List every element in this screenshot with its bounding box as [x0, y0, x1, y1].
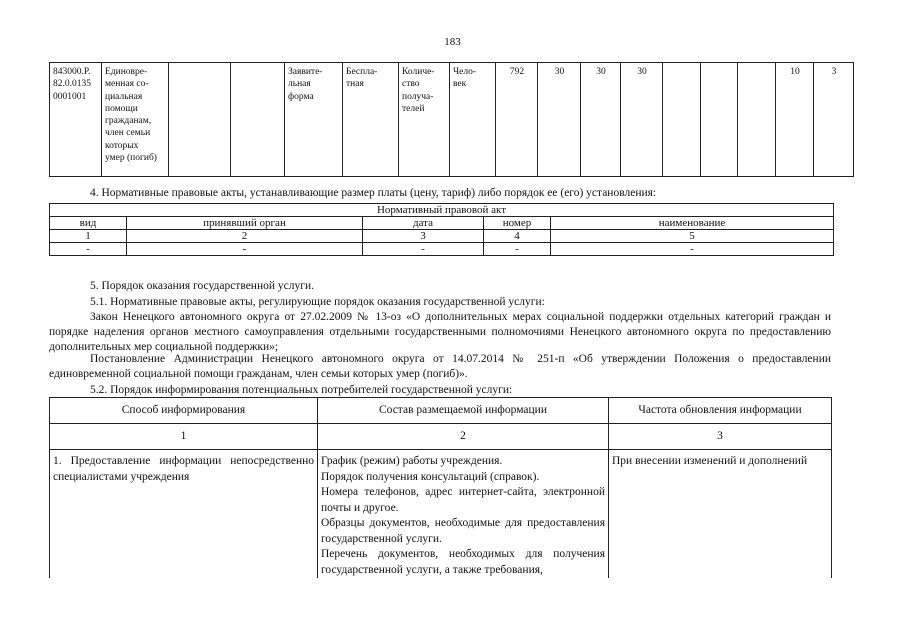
- deviation-percent: 10: [776, 63, 814, 177]
- column-number: 4: [484, 230, 551, 243]
- frequency-text: При внесении изменений и дополнений: [612, 455, 808, 467]
- section-5-heading: 5. Порядок оказания государственной услуги.: [90, 280, 314, 292]
- informing-method: [50, 450, 318, 579]
- column-header: номер: [484, 217, 551, 230]
- table-row: [50, 217, 834, 230]
- column-header: Способ информирования: [50, 398, 318, 424]
- cell-value: -: [484, 243, 551, 256]
- column-number: 1: [50, 424, 318, 450]
- payment-type: Беспла- тная: [343, 63, 399, 177]
- column-header: вид: [50, 217, 127, 230]
- law-text: Закон Ненецкого автономного округа от 27.02.2009 № 13-оз «О дополнительных мерах социальной поддержки отдельных категорий граждан и порядке наделения органов местного самоуправления отдельными государственными полномочиями Ненецкого автономного округа по предоставлению дополнительных мер социальной поддержки»;: [49, 311, 831, 353]
- informing-table: [49, 397, 832, 578]
- column-header: Частота обновления информации: [609, 398, 832, 424]
- law-text: Постановление Администрации Ненецкого автономного округа от 14.07.2014 № 251-п «Об утверждении Положения о предоставлении единовременной социальной помощи гражданам, член семьи которых умер (погиб)».: [49, 353, 831, 380]
- page-number: 183: [444, 36, 461, 48]
- table-row: [50, 63, 854, 177]
- service-indicators-table: [49, 62, 854, 177]
- method-text: 1. Предоставление информации непосредственно специалистами учреждения: [53, 455, 314, 483]
- table-row: [50, 243, 834, 256]
- value-year-3: 30: [621, 63, 663, 177]
- law-paragraph-1: [49, 310, 831, 355]
- column-number: 5: [551, 230, 834, 243]
- cell-value: -: [50, 243, 127, 256]
- value-year-1: 30: [538, 63, 581, 177]
- table-row: [50, 204, 834, 217]
- content-item: Порядок получения консультаций (справок).: [321, 470, 540, 483]
- table-row: [50, 450, 832, 579]
- unit-name: Чело- век: [450, 63, 496, 177]
- content-item: Перечень документов, необходимых для получения государственной услуги, а также требования,: [321, 548, 605, 576]
- column-number: 3: [609, 424, 832, 450]
- table-row: [50, 398, 832, 424]
- content-item: График (режим) работы учреждения.: [321, 455, 503, 467]
- column-number: 3: [363, 230, 484, 243]
- section-4-heading: 4. Нормативные правовые акты, устанавливающие размер платы (цену, тариф) либо порядок ее (его) установления:: [90, 187, 657, 199]
- okei-code: 792: [496, 63, 538, 177]
- table-row: [50, 230, 834, 243]
- service-name: Единовре- менная со- циальная помощи гражданам, член семьи которых умер (погиб): [102, 63, 169, 177]
- update-frequency: [609, 450, 832, 579]
- column-header: принявший орган: [127, 217, 363, 230]
- registry-code: 843000.Р. 82.0.0135 0001001: [50, 63, 102, 177]
- section-5-1-heading: 5.1. Нормативные правовые акты, регулирующие порядок оказания государственной услуги:: [90, 296, 545, 308]
- application-form: Заявите- льная форма: [285, 63, 343, 177]
- value-year-2: 30: [581, 63, 621, 177]
- column-header: Состав размещаемой информации: [318, 398, 609, 424]
- table-row: [50, 424, 832, 450]
- cell-value: -: [551, 243, 834, 256]
- table-group-header: Нормативный правовой акт: [50, 204, 834, 217]
- column-number: 2: [318, 424, 609, 450]
- deviation-absolute: 3: [814, 63, 854, 177]
- cell-value: -: [127, 243, 363, 256]
- content-item: Образцы документов, необходимые для предоставления государственной услуги.: [321, 517, 605, 545]
- column-header: наименование: [551, 217, 834, 230]
- column-header: дата: [363, 217, 484, 230]
- indicator-name: Количе- ство получа- телей: [399, 63, 450, 177]
- informing-content: [318, 450, 609, 579]
- cell-value: -: [363, 243, 484, 256]
- section-5-2-heading: 5.2. Порядок информирования потенциальных потребителей государственной услуги:: [90, 384, 513, 396]
- legal-acts-table: [49, 203, 834, 256]
- law-paragraph-2: [49, 352, 831, 382]
- content-item: Номера телефонов, адрес интернет-сайта, электронной почты и другое.: [321, 486, 605, 514]
- column-number: 1: [50, 230, 127, 243]
- column-number: 2: [127, 230, 363, 243]
